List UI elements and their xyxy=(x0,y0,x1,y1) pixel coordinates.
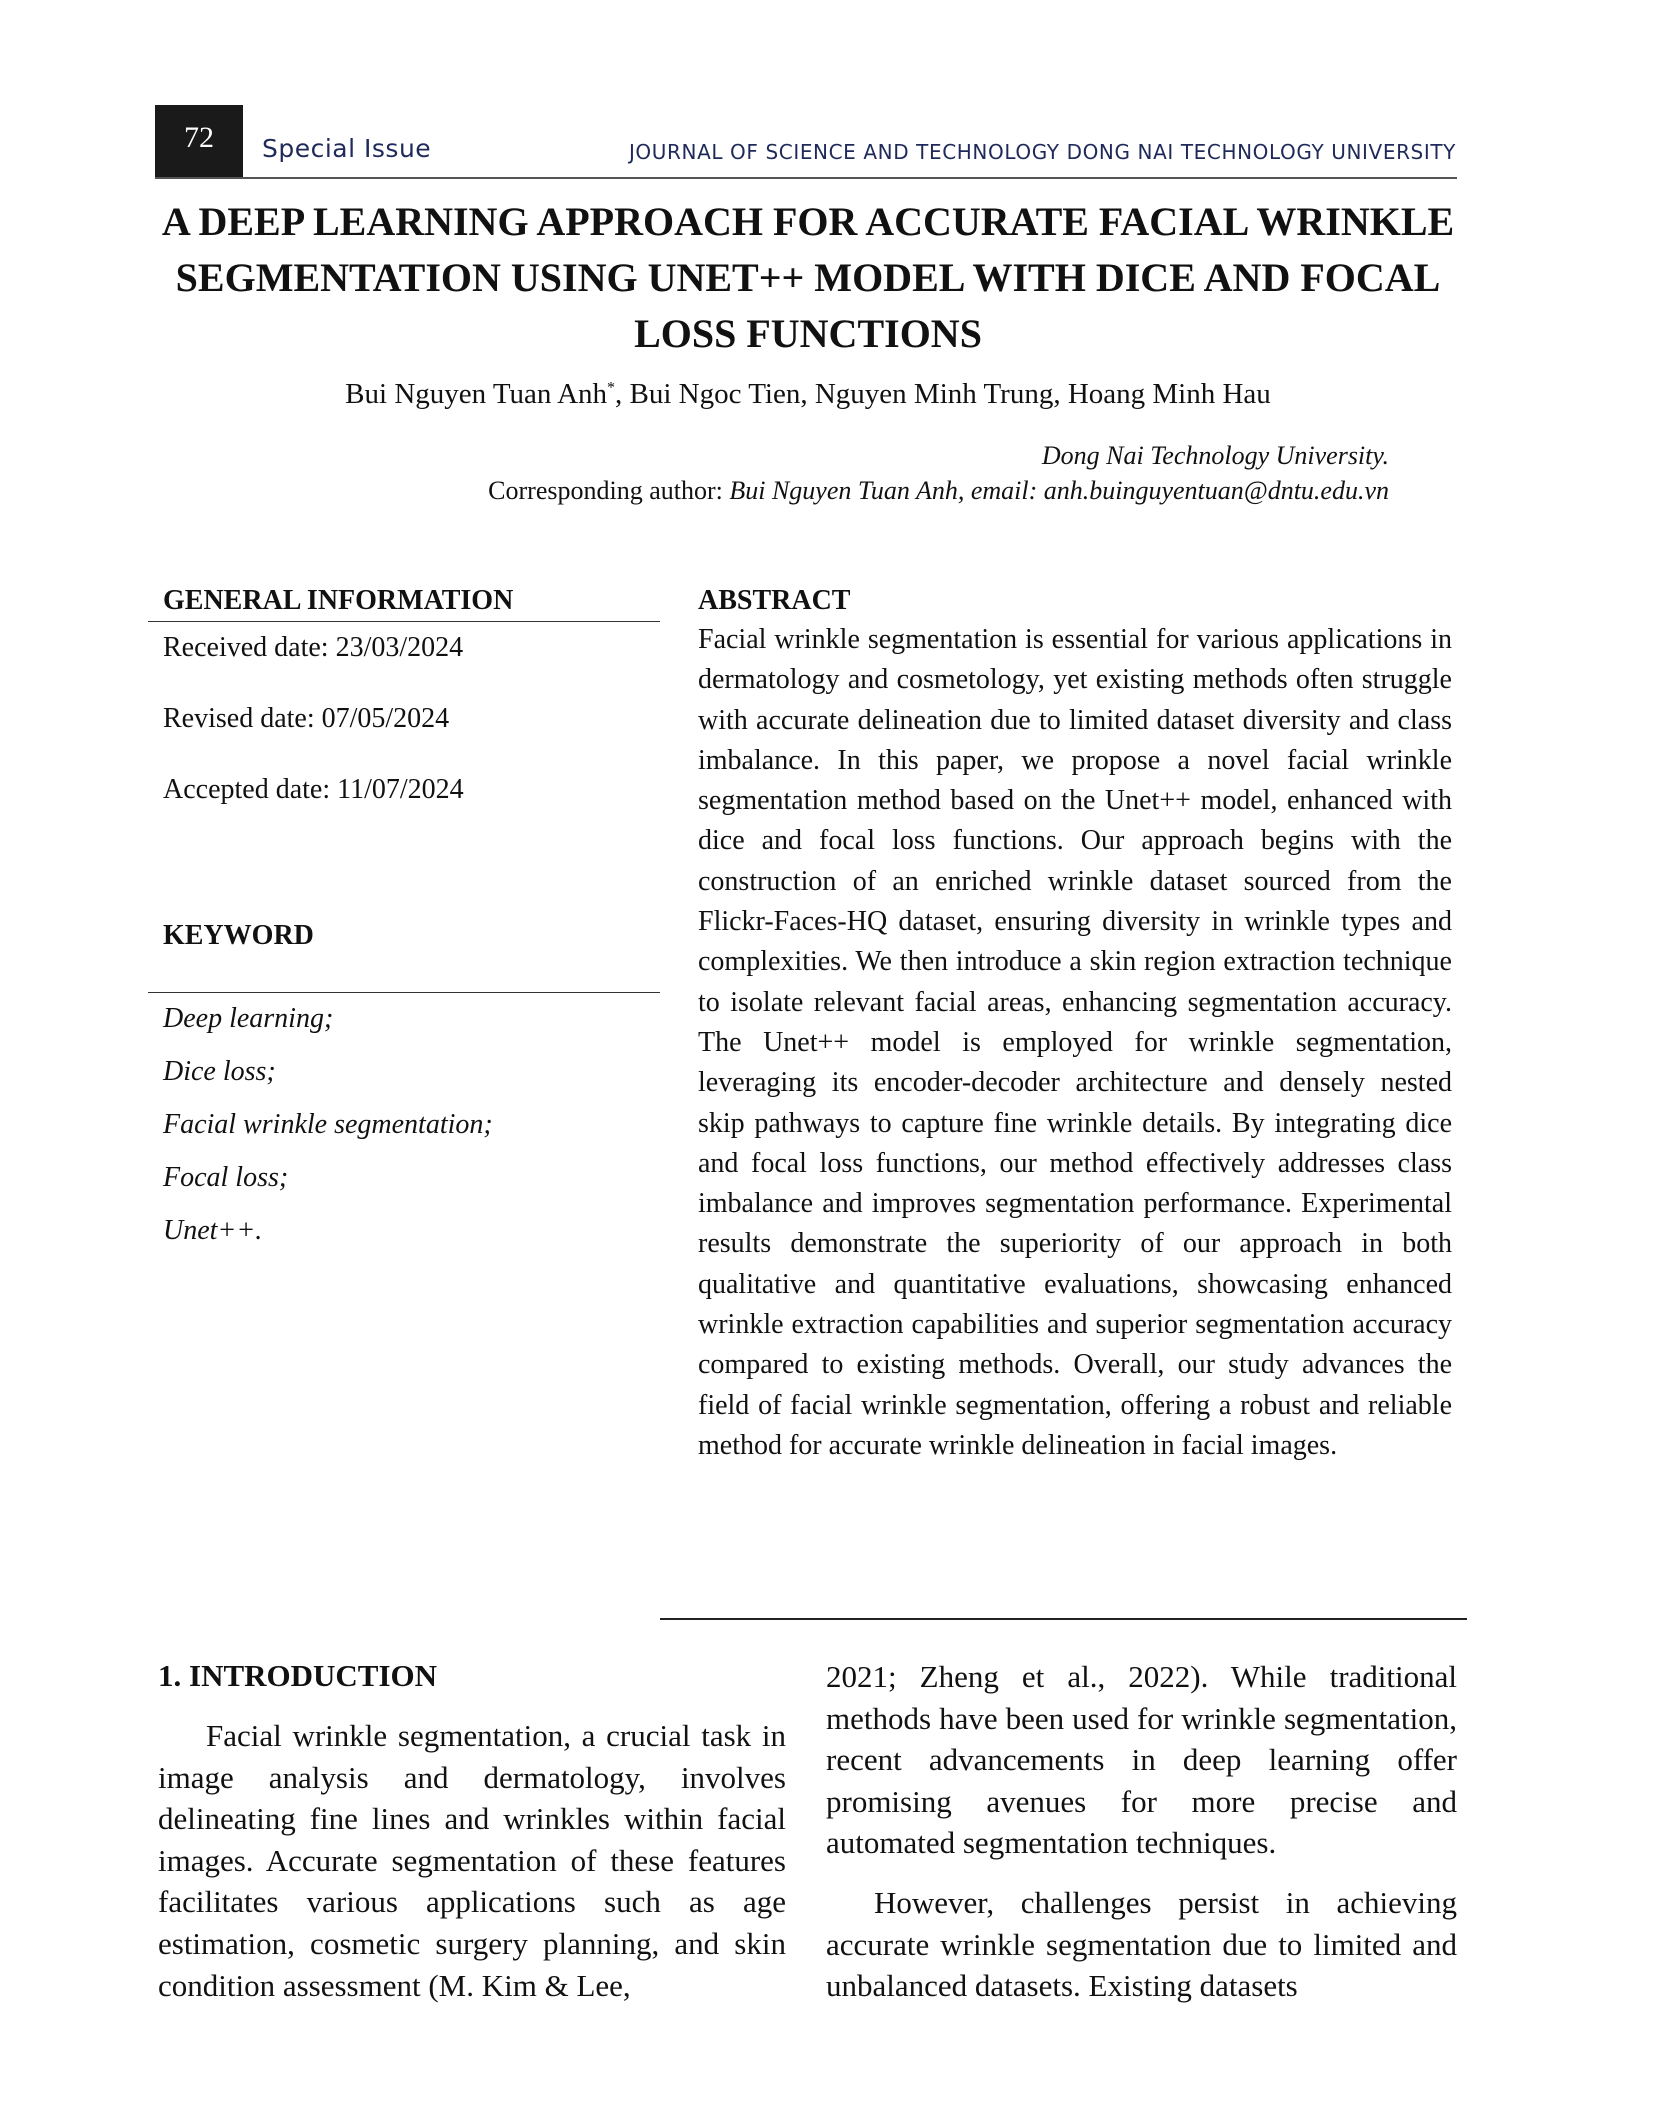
accepted-date: Accepted date: 11/07/2024 xyxy=(163,774,464,805)
keyword-heading: KEYWORD xyxy=(163,920,314,951)
other-authors: , Bui Ngoc Tien, Nguyen Minh Trung, Hoang Minh Hau xyxy=(615,378,1271,410)
first-author: Bui Nguyen Tuan Anh xyxy=(345,378,608,410)
revised-date: Revised date: 07/05/2024 xyxy=(163,703,450,734)
keyword-item: Dice loss; xyxy=(163,1056,276,1087)
journal-name: JOURNAL OF SCIENCE AND TECHNOLOGY DONG NAI TECHNOLOGY UNIVERSITY xyxy=(628,140,1456,164)
corresponding-mark: * xyxy=(607,379,616,397)
introduction-paragraph-2: However, challenges persist in achieving accurate wrinkle segmentation due to limited and unbalanced datasets. Existing datasets xyxy=(826,1885,1457,2004)
page-number-badge xyxy=(155,105,243,177)
introduction-paragraph-1: Facial wrinkle segmentation, a crucial task in image analysis and dermatology, involves delineating fine lines and wrinkles within facial images. Accurate segmentation of these features facilitates various applications such as age estimation, cosmetic surgery planning, and skin condition assessment (M. Kim & Lee, xyxy=(158,1718,786,2003)
paper-title: A DEEP LEARNING APPROACH FOR ACCURATE FACIAL WRINKLE SEGMENTATION USING UNET++ MODEL WITH DICE AND FOCAL LOSS FUNCTIONS xyxy=(161,199,1455,356)
abstract-divider xyxy=(660,1618,1467,1620)
received-date: Received date: 23/03/2024 xyxy=(163,632,464,663)
keyword-item: Facial wrinkle segmentation; xyxy=(163,1109,493,1140)
keyword-item: Deep learning; xyxy=(163,1003,334,1034)
keyword-item: Unet++. xyxy=(163,1215,263,1246)
author-list xyxy=(130,378,1486,411)
header-divider xyxy=(155,177,1457,179)
corresponding-label: Corresponding author: xyxy=(488,476,730,505)
issue-label: Special Issue xyxy=(262,134,432,163)
introduction-heading: 1. INTRODUCTION xyxy=(158,1658,438,1693)
keyword-list xyxy=(163,992,493,1257)
introduction-paragraph-1-continued: 2021; Zheng et al., 2022). While traditional methods have been used for wrinkle segmentation, recent advancements in deep learning offer promising avenues for more precise and automated segmentation techniques. xyxy=(826,1659,1457,1861)
general-info-divider xyxy=(148,621,660,622)
corresponding-author xyxy=(488,476,1389,506)
corresponding-details: Bui Nguyen Tuan Anh, email: anh.buinguyentuan@dntu.edu.vn xyxy=(729,476,1389,505)
general-info-heading: GENERAL INFORMATION xyxy=(163,585,514,616)
affiliation: Dong Nai Technology University. xyxy=(1041,441,1389,470)
page-number: 72 xyxy=(184,121,214,154)
keyword-item: Focal loss; xyxy=(163,1162,289,1193)
abstract-heading: ABSTRACT xyxy=(698,585,851,616)
abstract-text: Facial wrinkle segmentation is essential for various applications in dermatology and cosmetology, yet existing methods often struggle with accurate delineation due to limited dataset diversity and class imbalance. In this paper, we propose a novel facial wrinkle segmentation method based on the Unet++ model, enhanced with dice and focal loss functions. Our approach begins with the construction of an enriched wrinkle dataset sourced from the Flickr-Faces-HQ dataset, ensuring diversity in wrinkle types and complexities. We then introduce a skin region extraction technique to isolate relevant facial areas, enhancing segmentation accuracy. The Unet++ model is employed for wrinkle segmentation, leveraging its encoder-decoder architecture and densely nested skip pathways to capture fine wrinkle details. By integrating dice and focal loss functions, our method effectively addresses class imbalance and improves segmentation performance. Experimental results demonstrate the superiority of our approach in both qualitative and quantitative evaluations, showcasing enhanced wrinkle extraction capabilities and superior segmentation accuracy compared to existing methods. Overall, our study advances the field of facial wrinkle segmentation, offering a robust and reliable method for accurate wrinkle delineation in facial images. xyxy=(698,624,1452,1461)
